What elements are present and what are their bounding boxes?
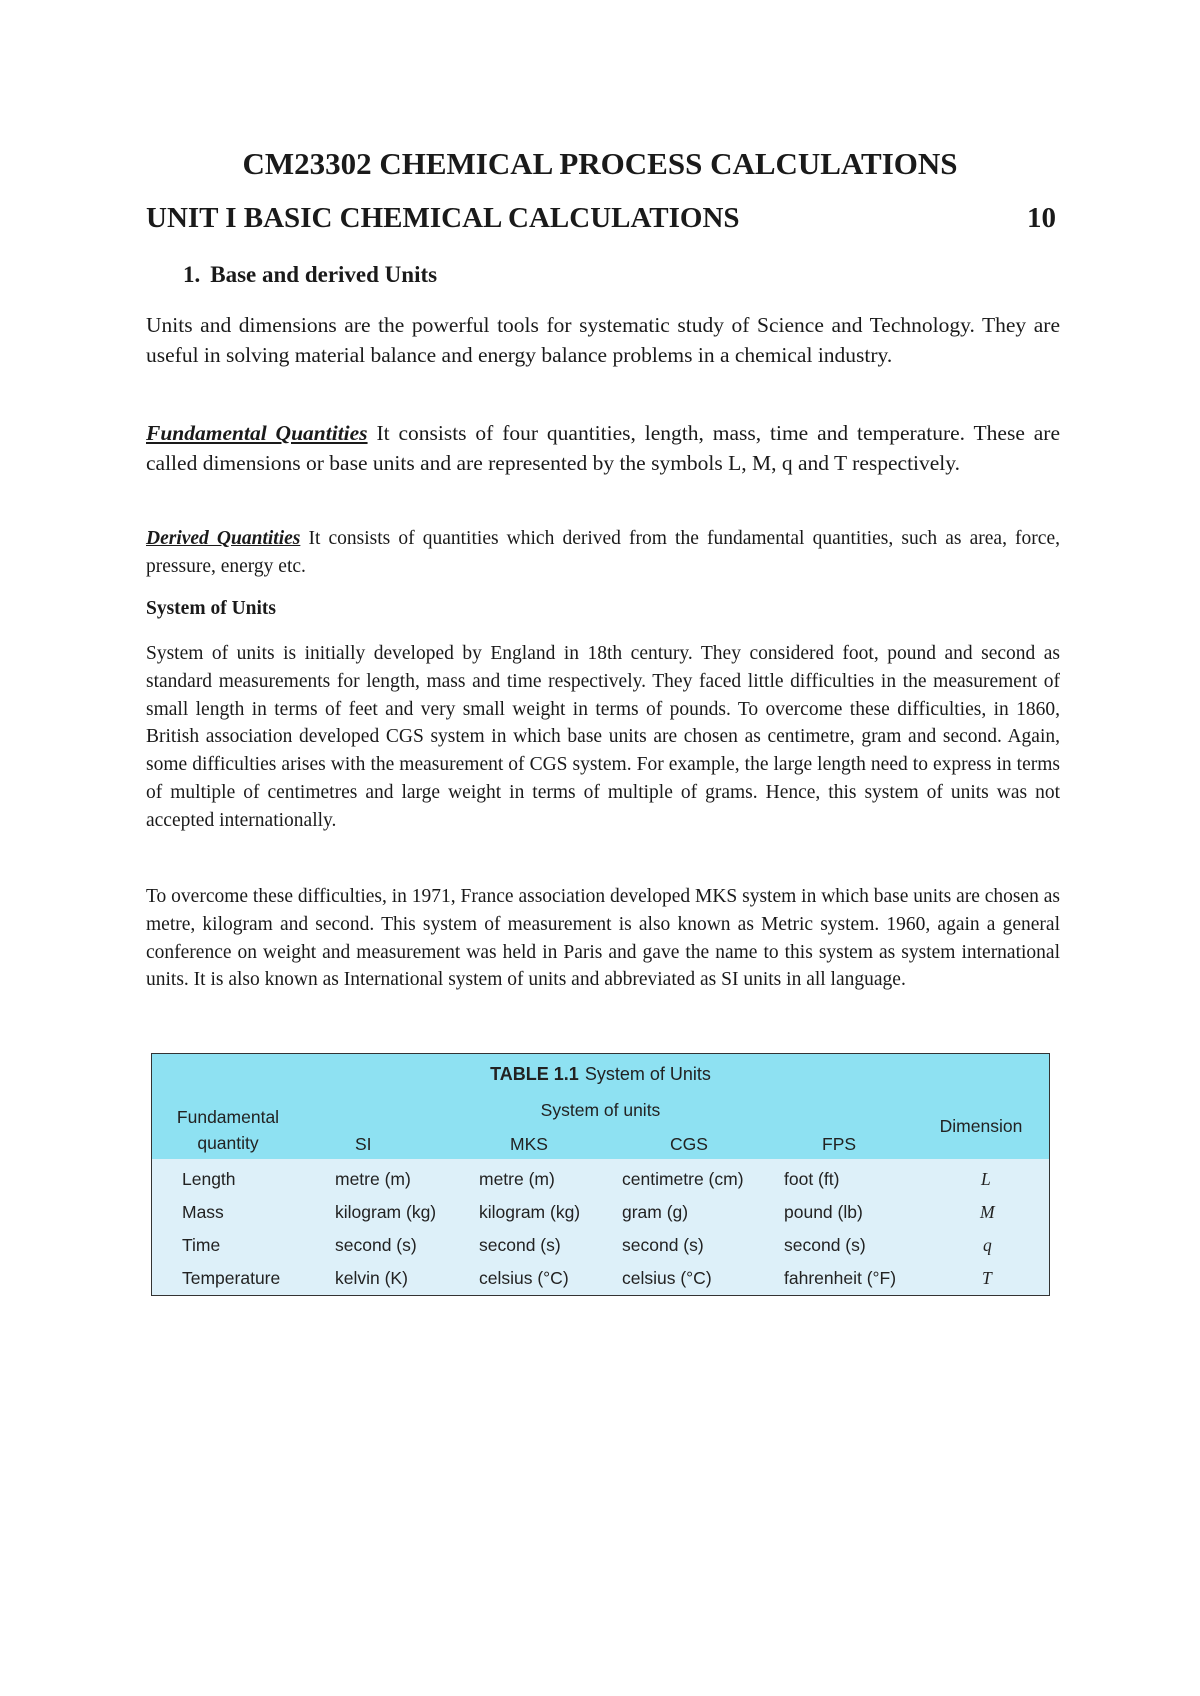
unit-heading — [146, 202, 1056, 235]
unit-hours: 10 — [1027, 202, 1056, 234]
si-cell: metre (m) — [335, 1169, 411, 1189]
fundamental-term: Fundamental Quantities — [146, 421, 368, 445]
cgs-cell: gram (g) — [622, 1202, 689, 1222]
derived-paragraph — [146, 525, 1060, 581]
cgs-cell: celsius (°C) — [622, 1268, 712, 1288]
column-header-fps: FPS — [822, 1134, 857, 1154]
quantity-cell: Time — [182, 1235, 221, 1255]
section-heading — [183, 262, 437, 288]
column-header-si: SI — [355, 1134, 372, 1154]
fundamental-header-line2: quantity — [197, 1133, 259, 1153]
overcome-paragraph: To overcome these difficulties, in 1971, France association developed MKS system in which base units are chosen as metre, kilogram and second. This system of measurement is also known as Metric system. 1960, again a general conference on weight and measurement was held in Paris and gave the name to this system as system international units. It is also known as International system of units and abbreviated as SI units in all language. — [146, 886, 1061, 991]
table-label: TABLE 1.1 — [490, 1064, 579, 1084]
dimension-cell: q — [983, 1235, 992, 1255]
dimension-cell: T — [982, 1268, 992, 1288]
unit-title: UNIT I BASIC CHEMICAL CALCULATIONS — [146, 202, 740, 234]
system-heading: System of Units — [146, 598, 276, 619]
dimension-cell: L — [981, 1169, 991, 1189]
table-header — [152, 1054, 1049, 1159]
si-cell: second (s) — [335, 1235, 417, 1255]
cgs-cell: second (s) — [622, 1235, 704, 1255]
course-title: CM23302 CHEMICAL PROCESS CALCULATIONS — [242, 146, 958, 181]
system-of-units-header: System of units — [540, 1100, 661, 1120]
cgs-cell: centimetre (cm) — [622, 1169, 744, 1189]
section-number: 1. — [183, 262, 201, 287]
mks-cell: celsius (°C) — [479, 1268, 569, 1288]
dimension-cell: M — [980, 1202, 995, 1222]
si-cell: kilogram (kg) — [335, 1202, 437, 1222]
system-paragraph: System of units is initially developed by England in 18th century. They considered foot, pound and second as standard measurements for length, mass and time respectively. They faced little difficulties in the measurement of small length in terms of feet and very small weight in terms of pounds. To overcome these difficulties, in 1860, British association developed CGS system in which base units are chosen as centimetre, gram and second. Again, some difficulties arises with the measurement of CGS system. For example, the large length need to express in terms of multiple of centimetres and large weight in terms of multiple of grams. Hence, this system of units was not accepted internationally. — [146, 643, 1060, 831]
fundamental-text: It consists of four quantities, length, mass, time and temperature. These are called dimensions or base units and are represented by the symbols L, M, q and T respectively. — [146, 421, 1061, 475]
section-title: Base and derived Units — [210, 262, 438, 287]
units-table — [151, 1053, 1050, 1296]
quantity-cell: Length — [182, 1169, 236, 1189]
quantity-cell: Temperature — [182, 1268, 281, 1288]
table-caption — [152, 1064, 1049, 1085]
fundamental-header-line1: Fundamental — [176, 1107, 280, 1127]
intro-paragraph: Units and dimensions are the powerful tools for systematic study of Science and Technology. They are useful in solving material balance and energy balance problems in a chemical industry. — [146, 313, 1060, 367]
table-body — [152, 1159, 1049, 1295]
si-cell: kelvin (K) — [335, 1268, 408, 1288]
quantity-cell: Mass — [182, 1202, 224, 1222]
derived-term: Derived Quantities — [146, 528, 301, 549]
table-title: System of Units — [584, 1064, 711, 1084]
column-header-cgs: CGS — [670, 1134, 708, 1154]
fundamental-paragraph — [146, 418, 1060, 478]
fps-cell: foot (ft) — [784, 1169, 840, 1189]
dimension-header: Dimension — [939, 1116, 1023, 1136]
column-header-mks: MKS — [510, 1134, 548, 1154]
fps-cell: fahrenheit (°F) — [784, 1268, 897, 1288]
derived-text: It consists of quantities which derived from the fundamental quantities, such as area, force, pressure, energy etc. — [146, 528, 1060, 577]
mks-cell: metre (m) — [479, 1169, 555, 1189]
mks-cell: second (s) — [479, 1235, 561, 1255]
fps-cell: second (s) — [784, 1235, 866, 1255]
fundamental-quantity-header — [168, 1104, 288, 1156]
mks-cell: kilogram (kg) — [479, 1202, 581, 1222]
fps-cell: pound (lb) — [784, 1202, 863, 1222]
